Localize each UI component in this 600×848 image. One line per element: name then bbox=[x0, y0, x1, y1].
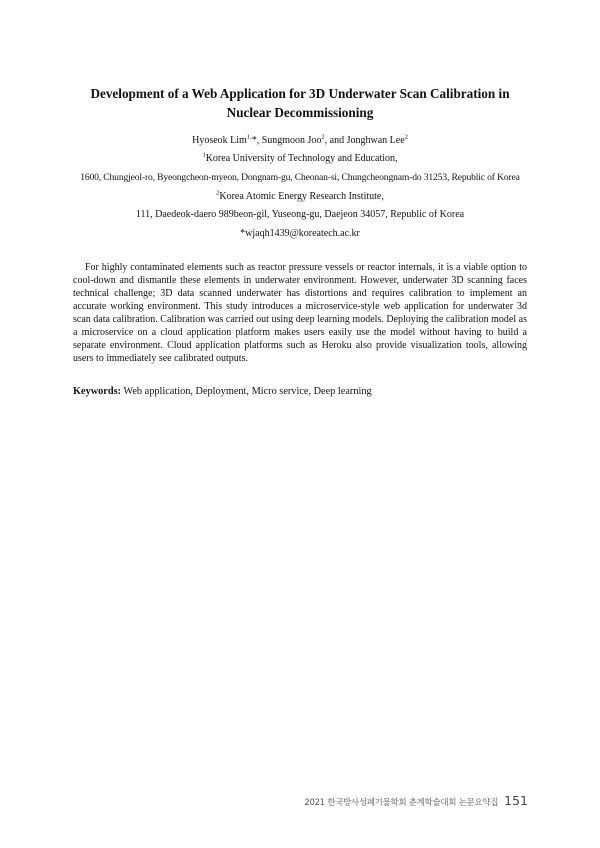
affiliation-2-name-text: Korea Atomic Energy Research Institute, bbox=[219, 191, 384, 202]
page-number: 151 bbox=[504, 793, 528, 808]
paper-title-line-2: Nuclear Decommissioning bbox=[226, 105, 374, 120]
publication-name: 2021 한국방사성폐기물학회 춘계학술대회 논문요약집 bbox=[304, 798, 499, 808]
corresponding-email: *wjaqh1439@koreatech.ac.kr bbox=[240, 228, 360, 239]
affiliation-2-address: 111, Daedeok-daero 989beon-gil, Yuseong-gu, Daejeon 34057, Republic of Korea bbox=[135, 209, 465, 220]
affiliation-2-mark: 2 bbox=[216, 189, 220, 197]
affiliation-1-name-text: Korea University of Technology and Education, bbox=[205, 153, 398, 164]
paper-title-line-1: Development of a Web Application for 3D Underwater Scan Calibration in bbox=[90, 86, 510, 101]
affiliation-1-address: 1600, Chungjeol-ro, Byeongcheon-myeon, Dongnam-gu, Cheonan-si, Chungcheongnam-do 31253, Republic of Korea bbox=[80, 172, 520, 183]
affiliation-1-mark: 1 bbox=[202, 151, 206, 159]
keywords-label: Keywords: bbox=[73, 386, 122, 397]
keywords-list: Web application, Deployment, Micro service, Deep learning bbox=[121, 386, 372, 397]
author-3-affiliation-mark: 2 bbox=[404, 133, 408, 141]
keywords-line bbox=[73, 385, 527, 398]
author-2-name: , Sungmoon Joo bbox=[256, 135, 322, 146]
page-footer bbox=[304, 790, 528, 809]
paper-title bbox=[70, 84, 530, 122]
author-list bbox=[40, 134, 560, 147]
affiliation-2-name bbox=[40, 190, 560, 203]
author-2-affiliation-mark: 2 bbox=[321, 133, 325, 141]
author-3-name: , and Jonghwan Lee bbox=[324, 135, 405, 146]
abstract-paragraph: For highly contaminated elements such as reactor pressure vessels or reactor internals, it is a viable option to cool-down and dismantle these elements in underwater environment. However, underwater 3D scanning faces technical challenge; 3D data scanned underwater has distortions and requires calibration to implement an accurate working environment. This study introduces a microservice-style web application for underwater 3d scan data calibration. Calibration was carried out using deep learning models. Deploying the calibration model as a microservice on a cloud application platform makes users easily use the model without having to build a separate environment. Cloud application platforms such as Heroku also provide visualization tools, allowing users to immediately see calibrated outputs. bbox=[73, 262, 527, 364]
affiliation-1-name bbox=[40, 152, 560, 165]
author-1-affiliation-mark: 1, bbox=[246, 133, 252, 141]
corresponding-author-mark: * bbox=[251, 135, 257, 146]
author-1-name: Hyoseok Lim bbox=[192, 135, 247, 146]
